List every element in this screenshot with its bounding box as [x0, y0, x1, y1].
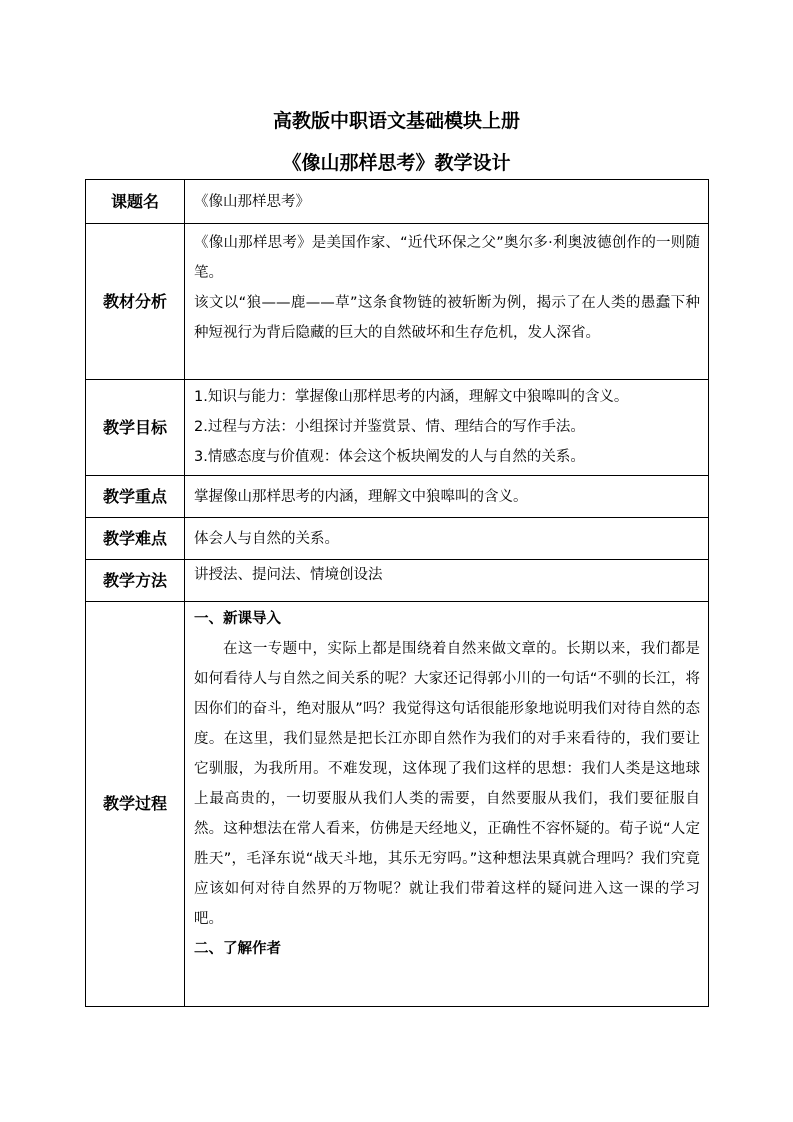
table-row-topic	[86, 180, 709, 224]
key-points-value: 掌握像山那样思考的内涵，理解文中狼嗥叫的含义。	[185, 476, 709, 518]
topic-label: 课题名	[86, 180, 185, 224]
table-row-difficulties	[86, 518, 709, 560]
table-row-objectives	[86, 380, 709, 476]
analysis-paragraph: 《像山那样思考》是美国作家、“近代环保之父”奥尔多·利奥波德创作的一则随笔。	[194, 235, 700, 281]
key-points-label: 教学重点	[86, 476, 185, 518]
table-row-key-points	[86, 476, 709, 518]
section-heading: 一、新课导入	[194, 611, 281, 627]
process-paragraph: 在这一专题中，实际上都是围绕着自然来做文章的。长期以来，我们都是如何看待人与自然之间关系的呢？大家还记得郭小川的一句话“不驯的长江，将因你们的奋斗，绝对服从”吗？我觉得这句话很能形象地说明我们对待自然的态度。在这里，我们显然是把长江亦即自然作为我们的对手来看待的，我们要让它驯服，为我所用。不难发现，这体现了我们这样的思想：我们人类是这地球上最高贵的，一切要服从我们人类的需要，自然要服从我们，我们要征服自然。这种想法在常人看来，仿佛是天经地义，正确性不容怀疑的。荀子说“人定胜天”，毛泽东说“战天斗地，其乐无穷吗。”这种想法果真就合理吗？我们究竟应该如何对待自然界的万物呢？就让我们带着这样的疑问进入这一课的学习吧。	[194, 641, 700, 927]
objective-item: 2.过程与方法：小组探讨并鉴赏景、情、理结合的写作手法。	[194, 419, 585, 435]
process-label: 教学过程	[86, 602, 185, 1007]
objectives-label: 教学目标	[86, 380, 185, 476]
methods-value: 讲授法、提问法、情境创设法	[185, 560, 709, 602]
section-heading: 二、了解作者	[194, 941, 281, 957]
objective-item: 3.情感态度与价值观：体会这个板块阐发的人与自然的关系。	[194, 449, 585, 465]
objectives-cell	[185, 380, 709, 476]
difficulties-value: 体会人与自然的关系。	[185, 518, 709, 560]
analysis-label: 教材分析	[86, 224, 185, 380]
table-row-methods	[86, 560, 709, 602]
objective-item: 1.知识与能力：掌握像山那样思考的内涵，理解文中狼嗥叫的含义。	[194, 389, 629, 405]
table-row-process	[86, 602, 709, 1007]
analysis-paragraph: 该文以“狼——鹿——草”这条食物链的被斩断为例，揭示了在人类的愚蠢下种种短视行为背后隐藏的巨大的自然破坏和生存危机，发人深省。	[194, 295, 700, 341]
process-cell	[185, 602, 709, 1007]
lesson-plan-table	[85, 179, 709, 1007]
document-title: 高教版中职语文基础模块上册	[272, 110, 520, 132]
table-row-analysis	[86, 224, 709, 380]
analysis-cell	[185, 224, 709, 380]
topic-value: 《像山那样思考》	[185, 180, 709, 224]
methods-label: 教学方法	[86, 560, 185, 602]
document-subtitle: 《像山那样思考》教学设计	[282, 152, 511, 174]
difficulties-label: 教学难点	[86, 518, 185, 560]
